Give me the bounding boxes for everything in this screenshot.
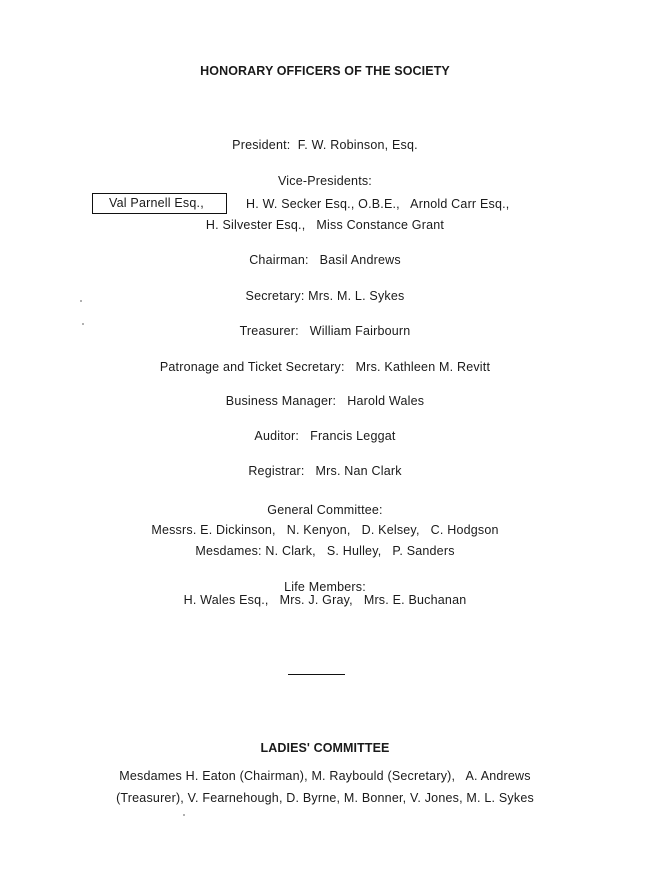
paper-speck (80, 300, 82, 302)
vice-presidents-label: Vice-Presidents: (278, 174, 372, 188)
auditor-line: Auditor: Francis Leggat (254, 429, 396, 443)
life-members-line: H. Wales Esq., Mrs. J. Gray, Mrs. E. Buchanan (183, 593, 467, 607)
paper-speck (82, 323, 84, 325)
business-manager-line: Business Manager: Harold Wales (225, 394, 425, 408)
chairman-line: Chairman: Basil Andrews (249, 253, 401, 267)
secretary-line: Secretary: Mrs. M. L. Sykes (245, 289, 405, 303)
ladies-committee-line-1: Mesdames H. Eaton (Chairman), M. Raybould (Secretary), A. Andrews (119, 769, 531, 783)
vice-presidents-line-2: H. Silvester Esq., Miss Constance Grant (205, 218, 445, 232)
ladies-committee-heading: LADIES' COMMITTEE (260, 741, 390, 755)
officers-heading: HONORARY OFFICERS OF THE SOCIETY (200, 64, 450, 78)
life-members-label: Life Members: (284, 580, 366, 594)
general-committee-messrs: Messrs. E. Dickinson, N. Kenyon, D. Kelsey, C. Hodgson (151, 523, 499, 537)
section-divider (288, 674, 345, 675)
treasurer-line: Treasurer: William Fairbourn (239, 324, 411, 338)
registrar-line: Registrar: Mrs. Nan Clark (248, 464, 402, 478)
vice-president-boxed-name: Val Parnell Esq., (92, 193, 227, 214)
vice-presidents-line-1-rest: H. W. Secker Esq., O.B.E., Arnold Carr Esq., (246, 197, 510, 211)
general-committee-mesdames: Mesdames: N. Clark, S. Hulley, P. Sanders (195, 544, 455, 558)
paper-speck (183, 814, 185, 816)
general-committee-label: General Committee: (267, 503, 383, 517)
patronage-secretary-line: Patronage and Ticket Secretary: Mrs. Kathleen M. Revitt (159, 360, 491, 374)
president-line: President: F. W. Robinson, Esq. (232, 138, 418, 152)
ladies-committee-line-2: (Treasurer), V. Fearnehough, D. Byrne, M. Bonner, V. Jones, M. L. Sykes (116, 791, 534, 805)
